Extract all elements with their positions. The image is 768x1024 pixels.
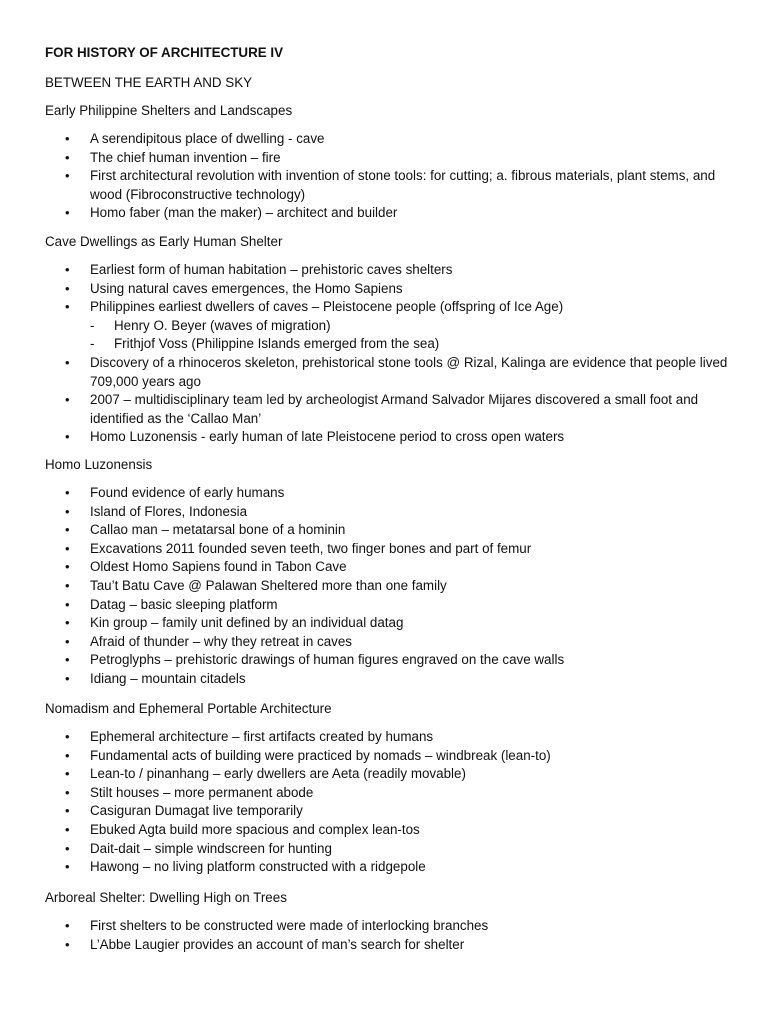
list-item — [0, 670, 730, 689]
list-item — [0, 261, 730, 280]
list-item-text: Callao man – metatarsal bone of a hominin — [90, 522, 346, 538]
list-item — [0, 917, 730, 936]
bullet-icon: • — [65, 577, 70, 593]
list-item — [0, 728, 730, 747]
bullet-list-homo-luzonensis — [0, 484, 768, 689]
sub-list-early-dwellers — [90, 317, 730, 354]
list-item — [0, 167, 730, 204]
list-item — [0, 651, 730, 670]
list-item — [0, 298, 730, 354]
bullet-icon: • — [65, 559, 70, 575]
list-item — [0, 784, 730, 803]
bullet-icon: • — [65, 747, 70, 763]
list-item-text: Found evidence of early humans — [90, 485, 285, 500]
list-item — [0, 391, 730, 428]
list-item-text: Datag – basic sleeping platform — [90, 596, 278, 612]
list-item-text: First shelters to be constructed were made of interlocking branches — [90, 918, 489, 933]
list-item — [0, 130, 730, 149]
dash-icon: - — [90, 336, 95, 352]
list-item-text: First architectural revolution with invention of stone tools: for cutting; a. fibrous materials, plant stems, and wood (Fibroconstructive technology) — [90, 168, 716, 202]
dash-icon: - — [90, 317, 95, 333]
bullet-icon: • — [65, 821, 70, 837]
list-item — [0, 149, 730, 168]
list-item-text: Homo faber (man the maker) – architect and builder — [90, 205, 398, 221]
list-item-text: Island of Flores, Indonesia — [90, 503, 248, 519]
list-item-text: Oldest Homo Sapiens found in Tabon Cave — [90, 559, 347, 575]
list-item — [0, 936, 730, 955]
section-heading-early-philippine-shelters: Early Philippine Shelters and Landscapes — [45, 103, 293, 118]
section-heading-cave-dwellings: Cave Dwellings as Early Human Shelter — [45, 234, 283, 249]
list-item-text: Afraid of thunder – why they retreat in caves — [90, 633, 353, 649]
sub-list-item — [90, 335, 714, 354]
list-item — [0, 747, 730, 766]
bullet-icon: • — [65, 131, 70, 146]
bullet-icon: • — [65, 596, 70, 612]
bullet-icon: • — [65, 429, 70, 445]
list-item — [0, 765, 730, 784]
document-title: FOR HISTORY OF ARCHITECTURE IV — [45, 45, 284, 60]
list-item-text: Hawong – no living platform constructed with a ridgepole — [90, 859, 426, 875]
bullet-icon: • — [65, 503, 70, 519]
sub-list-item-text: Frithjof Voss (Philippine Islands emerged from the sea) — [114, 336, 440, 352]
list-item-text: Dait-dait – simple windscreen for hunting — [90, 840, 332, 856]
bullet-icon: • — [65, 918, 70, 933]
list-item — [0, 503, 730, 522]
document-subtitle: BETWEEN THE EARTH AND SKY — [45, 75, 253, 90]
bullet-list-nomadism — [0, 728, 768, 877]
bullet-list-early-philippine-shelters — [0, 130, 768, 223]
list-item-text: Petroglyphs – prehistoric drawings of human figures engraved on the cave walls — [90, 652, 565, 668]
list-item-text: Idiang – mountain citadels — [90, 670, 246, 686]
list-item — [0, 354, 730, 391]
list-item-text: Excavations 2011 founded seven teeth, two finger bones and part of femur — [90, 540, 532, 556]
section-heading-arboreal-shelter: Arboreal Shelter: Dwelling High on Trees — [45, 890, 287, 905]
bullet-list-cave-dwellings — [0, 261, 768, 447]
list-item-text: Stilt houses – more permanent abode — [90, 784, 314, 800]
list-item — [0, 802, 730, 821]
bullet-icon: • — [65, 766, 70, 782]
list-item-text: Ephemeral architecture – first artifacts created by humans — [90, 729, 434, 744]
list-item-text: Lean-to / pinanhang – early dwellers are Aeta (readily movable) — [90, 766, 466, 782]
bullet-icon: • — [65, 354, 70, 370]
bullet-icon: • — [65, 784, 70, 800]
bullet-icon: • — [65, 652, 70, 668]
list-item — [0, 428, 730, 447]
list-item-text: L’Abbe Laugier provides an account of man’s search for shelter — [90, 936, 465, 952]
bullet-icon: • — [65, 299, 70, 315]
list-item — [0, 821, 730, 840]
bullet-icon: • — [65, 670, 70, 686]
bullet-icon: • — [65, 803, 70, 819]
sub-list-item-text: Henry O. Beyer (waves of migration) — [114, 317, 331, 333]
bullet-icon: • — [65, 859, 70, 875]
bullet-icon: • — [65, 633, 70, 649]
list-item-text: Tau’t Batu Cave @ Palawan Sheltered more than one family — [90, 577, 447, 593]
bullet-icon: • — [65, 540, 70, 556]
bullet-icon: • — [65, 149, 70, 165]
list-item — [0, 614, 730, 633]
list-item — [0, 840, 730, 859]
bullet-icon: • — [65, 936, 70, 952]
bullet-icon: • — [65, 485, 70, 500]
list-item-text: Earliest form of human habitation – prehistoric caves shelters — [90, 262, 453, 277]
sub-list-item — [90, 317, 714, 336]
bullet-icon: • — [65, 522, 70, 538]
list-item-text: Kin group – family unit defined by an individual datag — [90, 615, 404, 631]
bullet-icon: • — [65, 262, 70, 277]
list-item-text: Ebuked Agta build more spacious and complex lean-tos — [90, 821, 420, 837]
list-item — [0, 540, 730, 559]
list-item-text: Homo Luzonensis - early human of late Pleistocene period to cross open waters — [90, 429, 565, 445]
bullet-icon: • — [65, 392, 70, 408]
bullet-icon: • — [65, 729, 70, 744]
list-item — [0, 204, 730, 223]
list-item-text: Discovery of a rhinoceros skeleton, prehistorical stone tools @ Rizal, Kalinga are evidence that people lived 709,000 years ago — [90, 354, 728, 389]
list-item-text: 2007 – multidisciplinary team led by archeologist Armand Salvador Mijares discovered a small foot and identified as the ‘Callao Man’ — [90, 392, 699, 426]
bullet-list-arboreal-shelter — [0, 917, 768, 954]
section-heading-nomadism: Nomadism and Ephemeral Portable Architecture — [45, 701, 332, 716]
list-item — [0, 633, 730, 652]
bullet-icon: • — [65, 205, 70, 221]
list-item — [0, 280, 730, 299]
list-item — [0, 558, 730, 577]
list-item-text: Philippines earliest dwellers of caves – Pleistocene people (offspring of Ice Age) — [90, 299, 564, 315]
list-item — [0, 521, 730, 540]
list-item-text: Using natural caves emergences, the Homo Sapiens — [90, 280, 403, 296]
list-item — [0, 596, 730, 615]
list-item — [0, 577, 730, 596]
section-heading-homo-luzonensis: Homo Luzonensis — [45, 457, 153, 472]
bullet-icon: • — [65, 615, 70, 631]
list-item-text: A serendipitous place of dwelling - cave — [90, 131, 325, 146]
list-item — [0, 858, 730, 877]
bullet-icon: • — [65, 280, 70, 296]
bullet-icon: • — [65, 168, 70, 184]
list-item-text: The chief human invention – fire — [90, 149, 281, 165]
list-item — [0, 484, 730, 503]
list-item-text: Fundamental acts of building were practiced by nomads – windbreak (lean-to) — [90, 747, 551, 763]
bullet-icon: • — [65, 840, 70, 856]
list-item-text: Casiguran Dumagat live temporarily — [90, 803, 303, 819]
